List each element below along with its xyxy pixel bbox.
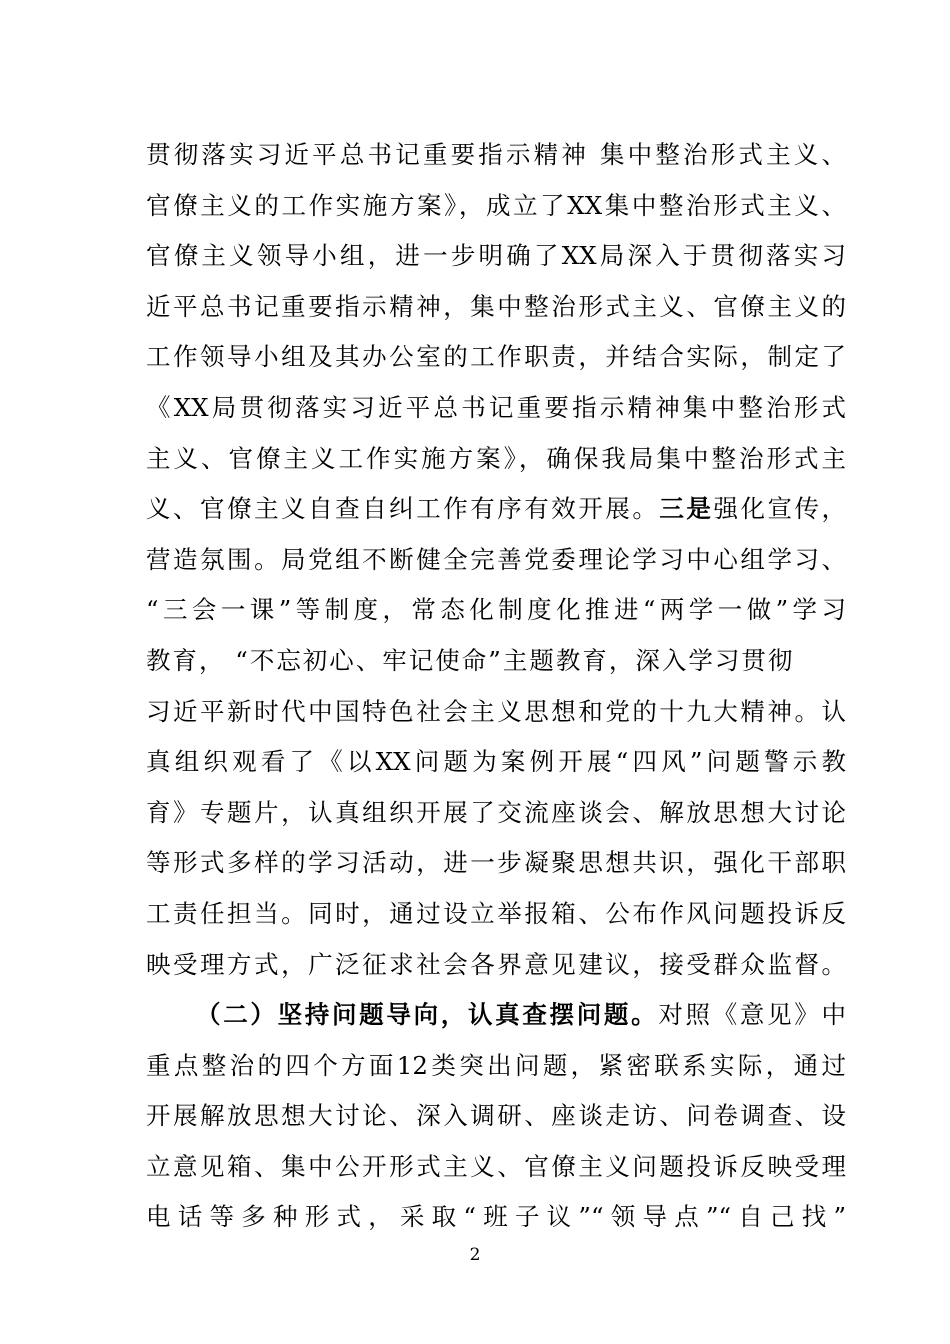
text-line: 映受理方式，广泛征求社会各界意见建议，接受群众监督。 bbox=[146, 949, 846, 979]
section-heading-line bbox=[146, 990, 846, 1041]
bold-marker: 三是 bbox=[659, 494, 714, 524]
text-line: 真组织观看了《以XX问题为案例开展“四风”问题警示教 bbox=[146, 747, 846, 777]
text-line: 《XX局贯彻落实习近平总书记重要指示精神集中整治形式 bbox=[146, 392, 846, 422]
text-line: “三会一课”等制度，常态化制度化推进“两学一做”学习 bbox=[146, 595, 846, 625]
text-line: 教育， “不忘初心、牢记使命”主题教育，深入学习贯彻 bbox=[146, 645, 795, 675]
text-line: 立意见箱、集中公开形式主义、官僚主义问题投诉反映受理 bbox=[146, 1151, 846, 1181]
text-line: 开展解放思想大讨论、深入调研、座谈走访、问卷调查、设 bbox=[146, 1101, 846, 1131]
section-heading: （二）坚持问题导向，认真查摆问题。 bbox=[196, 1000, 659, 1030]
text-line: 营造氛围。局党组不断健全完善党委理论学习中心组学习、 bbox=[146, 544, 846, 574]
text-line: 工责任担当。同时，通过设立举报箱、公布作风问题投诉反 bbox=[146, 898, 846, 928]
text-line: 近平总书记重要指示精神，集中整治形式主义、官僚主义的 bbox=[146, 291, 846, 321]
text-line: 工作领导小组及其办公室的工作职责，并结合实际，制定了 bbox=[146, 342, 846, 372]
page-number: 2 bbox=[469, 1245, 481, 1265]
text-line: 电话等多种形式，采取“班子议”“领导点”“自己找” bbox=[146, 1202, 846, 1232]
text-span: 对照《意见》中 bbox=[658, 1000, 847, 1030]
text-line: 等形式多样的学习活动，进一步凝聚思想共识，强化干部职 bbox=[146, 848, 846, 878]
text-span: 义、官僚主义自查自纠工作有序有效开展。 bbox=[146, 494, 660, 524]
text-line: 主义、官僚主义工作实施方案》，确保我局集中整治形式主 bbox=[146, 443, 846, 473]
text-line: 官僚主义领导小组，进一步明确了XX局深入于贯彻落实习 bbox=[146, 241, 846, 271]
text-line: 贯彻落实习近平总书记重要指示精神 集中整治形式主义、 bbox=[146, 140, 846, 169]
text-span: 强化宣传， bbox=[713, 494, 847, 524]
text-line: 习近平新时代中国特色社会主义思想和党的十九大精神。认 bbox=[146, 696, 846, 726]
body-text bbox=[146, 130, 846, 1243]
text-line: 重点整治的四个方面12类突出问题，紧密联系实际，通过 bbox=[146, 1050, 846, 1080]
text-line: 官僚主义的工作实施方案》，成立了XX集中整治形式主义、 bbox=[146, 190, 846, 220]
text-line: 育》专题片，认真组织开展了交流座谈会、解放思想大讨论 bbox=[146, 797, 846, 827]
text-line bbox=[146, 484, 846, 535]
